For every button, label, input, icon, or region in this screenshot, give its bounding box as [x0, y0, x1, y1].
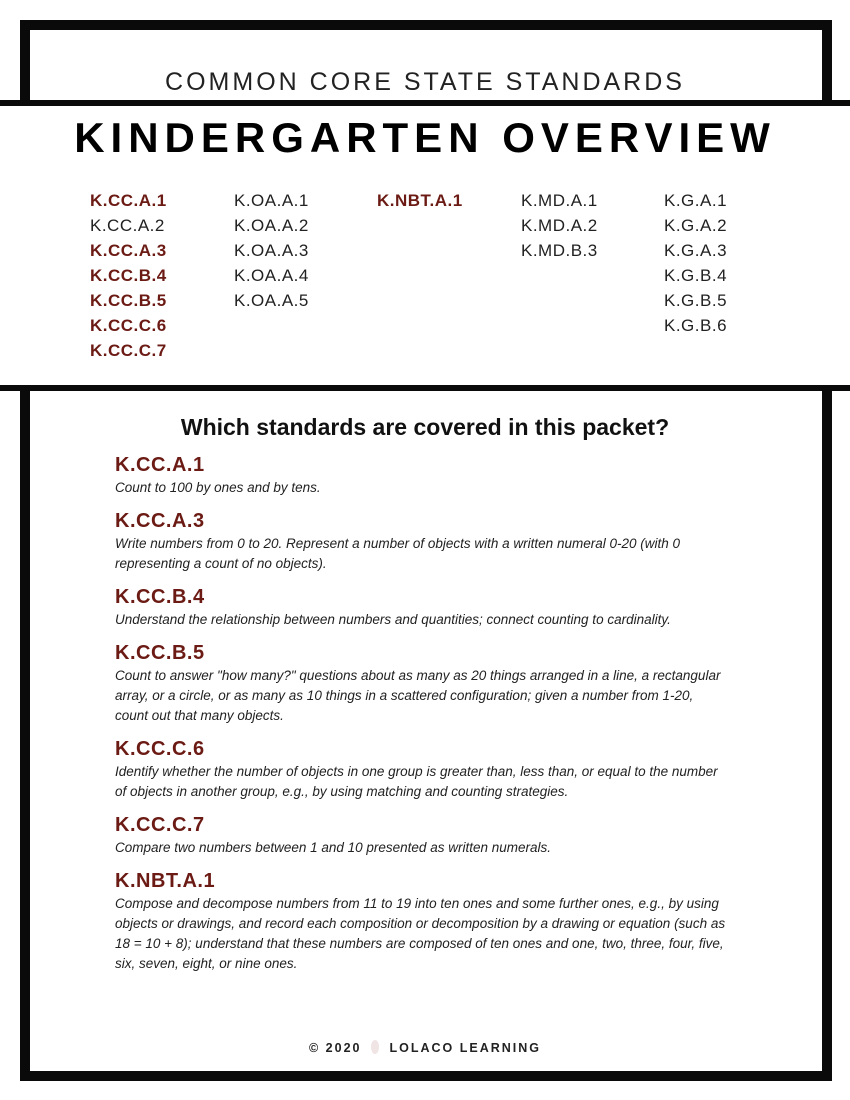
standard-code: K.CC.A.1 — [90, 191, 167, 210]
standard-code: K.CC.A.2 — [90, 216, 165, 235]
covered-standards-list — [115, 452, 730, 984]
covered-standard-item — [115, 868, 730, 974]
standards-column-operations-algebra — [234, 188, 309, 313]
covered-standard-description: Count to answer "how many?" questions about as many as 20 things arranged in a line, a rectangular array, or a circle, or as many as 10 things in a scattered configuration; given a number from 1-20, count out that many objects. — [115, 668, 721, 723]
lollipop-icon — [371, 1040, 379, 1054]
standard-code: K.NBT.A.1 — [377, 191, 463, 210]
covered-standard-code: K.CC.B.5 — [115, 642, 205, 664]
standard-code: K.OA.A.1 — [234, 191, 309, 210]
covered-standard-description: Write numbers from 0 to 20. Represent a number of objects with a written numeral 0-20 (with 0 representing a count of no objects). — [115, 536, 680, 571]
covered-standard-code: K.NBT.A.1 — [115, 870, 216, 892]
standard-code: K.MD.B.3 — [521, 241, 598, 260]
standard-code: K.G.A.1 — [664, 191, 728, 210]
standard-code: K.G.A.2 — [664, 216, 728, 235]
page-title: KINDERGARTEN OVERVIEW — [74, 114, 776, 161]
covered-standard-description: Count to 100 by ones and by tens. — [115, 480, 321, 495]
copyright-text: © 2020 — [308, 1041, 362, 1055]
footer — [0, 1040, 850, 1055]
covered-standard-code: K.CC.C.7 — [115, 814, 205, 836]
standards-column-number-base-ten — [377, 188, 463, 213]
covered-standard-description: Compare two numbers between 1 and 10 presented as written numerals. — [115, 840, 551, 855]
standard-code: K.CC.A.3 — [90, 241, 167, 260]
standard-code: K.MD.A.2 — [521, 216, 598, 235]
covered-question-heading: Which standards are covered in this packet? — [180, 414, 670, 440]
covered-standard-item — [115, 508, 730, 574]
title-band-bottom-rule — [0, 385, 850, 391]
standard-code: K.MD.A.1 — [521, 191, 598, 210]
standard-code: K.CC.B.5 — [90, 291, 167, 310]
standard-code: K.G.B.4 — [664, 266, 728, 285]
covered-standard-item — [115, 452, 730, 498]
standard-code: K.OA.A.3 — [234, 241, 309, 260]
standard-code: K.OA.A.4 — [234, 266, 309, 285]
standard-code: K.CC.B.4 — [90, 266, 167, 285]
covered-standard-code: K.CC.C.6 — [115, 738, 205, 760]
covered-standard-item — [115, 640, 730, 726]
covered-standard-item — [115, 736, 730, 802]
standards-column-counting-cardinality — [90, 188, 167, 363]
standard-code: K.OA.A.2 — [234, 216, 309, 235]
title-band-top-rule — [0, 100, 850, 106]
standard-code: K.G.B.5 — [664, 291, 728, 310]
standard-code: K.G.A.3 — [664, 241, 728, 260]
covered-standard-code: K.CC.A.3 — [115, 510, 205, 532]
covered-standard-item — [115, 584, 730, 630]
covered-standard-code: K.CC.A.1 — [115, 454, 205, 476]
covered-standard-description: Understand the relationship between numbers and quantities; connect counting to cardinality. — [115, 612, 671, 627]
covered-standard-item — [115, 812, 730, 858]
covered-standard-code: K.CC.B.4 — [115, 586, 205, 608]
standard-code: K.CC.C.7 — [90, 341, 167, 360]
covered-standard-description: Identify whether the number of objects in one group is greater than, less than, or equal to the number of objects in another group, e.g., by using matching and counting strategies. — [115, 764, 718, 799]
page-subtitle: COMMON CORE STATE STANDARDS — [165, 68, 685, 96]
standards-column-geometry — [664, 188, 727, 338]
standard-code: K.OA.A.5 — [234, 291, 309, 310]
standard-code: K.CC.C.6 — [90, 316, 167, 335]
brand-name: LOLACO LEARNING — [389, 1041, 542, 1055]
standards-column-measurement-data — [521, 188, 598, 263]
standard-code: K.G.B.6 — [664, 316, 728, 335]
covered-standard-description: Compose and decompose numbers from 11 to 19 into ten ones and some further ones, e.g., by using objects or drawings, and record each composition or decomposition by a drawing or equation (such as 18 = 10 + 8); understand that these numbers are composed of ten ones and one, two, three, four, five, six, seven, eight, or nine ones. — [115, 896, 726, 971]
